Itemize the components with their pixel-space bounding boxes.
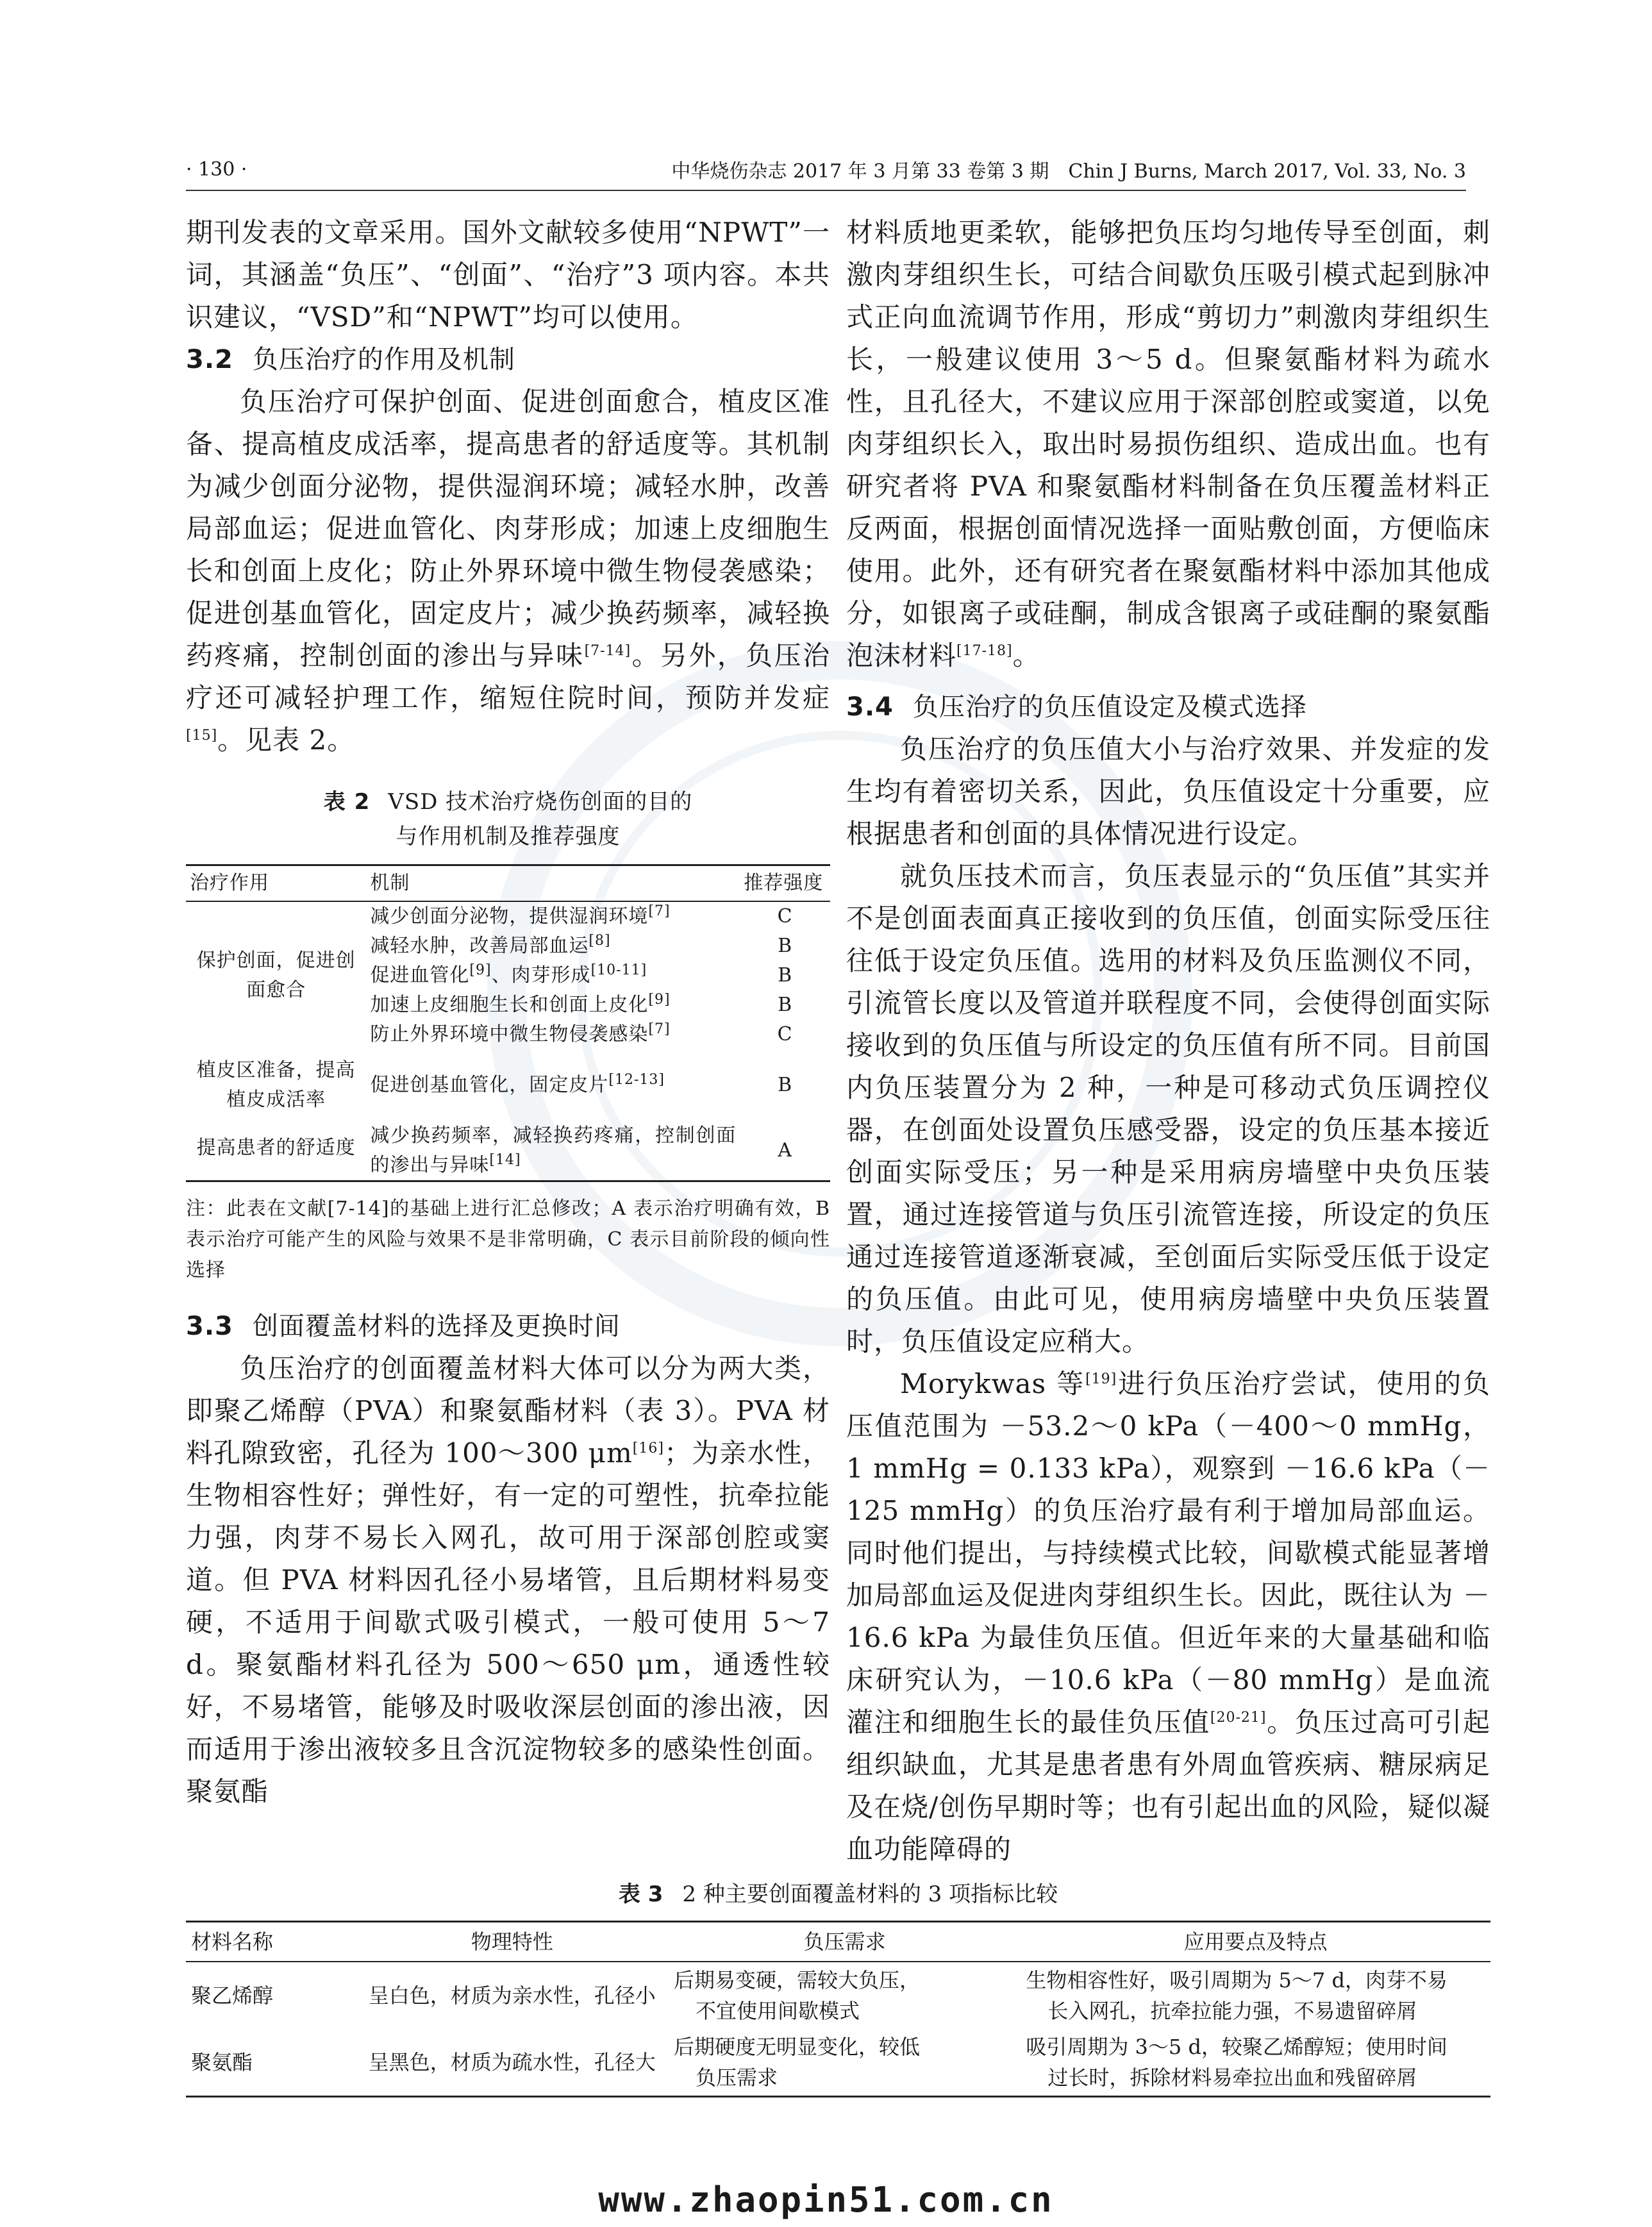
table-3: 材料名称 物理特性 负压需求 应用要点及特点 聚乙烯醇 呈白色，材质为亲水性，孔径小 后期易变硬，需较大负压， 不宜使用间歇模式 生物相容性好，吸引周期为 5～7 d，肉芽不易 长入网孔，抗牵拉能力强，不易遗留碎屑 聚氨酯 呈黑色，材质为疏水性，孔径大 后期硬度无明显变化，较低 负压需求 吸引周期为 3～5 d，较聚乙烯醇短；使用时间 过长时，拆除材料易牵拉出血和残留碎屑 (186, 1921, 1490, 2098)
section-heading-3-2: 3.2 负压治疗的作用及机制 (186, 345, 515, 374)
table-row: 提高患者的舒适度 减少换药频率，减轻换药疼痛，控制创面的渗出与异味[14] A (196, 1124, 792, 1176)
table-2-caption: 表 2 VSD 技术治疗烧伤创面的目的 与作用机制及推荐强度 (323, 789, 693, 849)
table-row: 聚氨酯 呈黑色，材质为疏水性，孔径大 后期硬度无明显变化，较低 负压需求 吸引周期为 3～5 d，较聚乙烯醇短；使用时间 过长时，拆除材料易牵拉出血和残留碎屑 (191, 2035, 1448, 2090)
table-row: 植皮区准备，提高植皮成活率 促进创基血管化，固定皮片[12-13] B (196, 1059, 793, 1111)
table-2-note: 注：此表在文献[7-14]的基础上进行汇总修改；A 表示治疗明确有效，B 表示治疗可能产生的风险与效果不是非常明确，C 表示目前阶段的倾向性选择 (186, 1197, 830, 1281)
footer-url: www.zhaopin51.com.cn (598, 2180, 1054, 2220)
paragraph: 负压治疗的负压值大小与治疗效果、并发症的发生均有着密切关系，因此，负压值设定十分重要，应根据患者和创面的具体情况进行设定。 (846, 733, 1490, 849)
page-number: · 130 · (186, 158, 247, 181)
table-2: 治疗作用 机制 推荐强度 保护创面，促进创面愈合 减少创面分泌物，提供湿润环境[7] C 减轻水肿，改善局部血运[8] B 促进血管化[9]、肉芽形成[10-11] B 加速上皮细胞生长和创面上皮化[9] B 防止外界环境中微生物侵袭感染[7] C 植皮区准备，提高植皮成活率 促进创基血管化，固定皮片[12-13] B 提高患者的舒适度 减少换药频率，减轻换药疼痛，控制创面的渗出与异味[14] A (186, 864, 830, 1182)
table-row: 加速上皮细胞生长和创面上皮化[9] B (370, 992, 793, 1016)
table-3-block (186, 1877, 1490, 2098)
left-column (186, 212, 830, 1813)
right-column (846, 212, 1490, 1871)
paragraph: 材料质地更柔软，能够把负压均匀地传导至创面，刺激肉芽组织生长，可结合间歇负压吸引模式起到脉冲式正向血流调节作用，形成“剪切力”刺激肉芽组织生长，一般建议使用 3～5 d。但聚氨酯材料为疏水性，且孔径大，不建议应用于深部创腔或窦道，以免肉芽组织长入，取出时易损伤组织、造成出血。也有研究者将 PVA 和聚氨酯材料制备在负压覆盖材料正反两面，根据创面情况选择一面贴敷创面，方便临床使用。此外，还有研究者在聚氨酯材料中添加其他成分，如银离子或硅酮，制成含银离子或硅酮的聚氨酯泡沫材料[17-18]。 (846, 217, 1490, 671)
table-row: 聚乙烯醇 呈白色，材质为亲水性，孔径小 后期易变硬，需较大负压， 不宜使用间歇模式 生物相容性好，吸引周期为 5～7 d，肉芽不易 长入网孔，抗牵拉能力强，不易遗留碎屑 (191, 1968, 1448, 2023)
section-heading-3-4: 3.4 负压治疗的负压值设定及模式选择 (846, 692, 1307, 722)
citation: [7-14] (584, 643, 631, 659)
citation: [16] (632, 1440, 664, 1456)
section-heading-3-3: 3.3 创面覆盖材料的选择及更换时间 (186, 1312, 621, 1341)
table-row: 防止外界环境中微生物侵袭感染[7] C (370, 1021, 793, 1046)
citation: [20-21] (1210, 1710, 1267, 1726)
paragraph: Morykwas 等[19]进行负压治疗尝试，使用的负压值范围为 －53.2～0 kPa（－400～0 mmHg，1 mmHg = 0.133 kPa），观察到 －16.6 kPa（－125 mmHg）的负压治疗最有利于增加局部血运。同时他们提出，与持续模式比较，间歇模式能显著增加局部血运及促进肉芽组织生长。因此，既往认为 －16.6 kPa 为最佳负压值。但近年来的大量基础和临床研究认为，－10.6 kPa（－80 mmHg）是血流灌注和细胞生长的最佳负压值[20-21]。负压过高可引起组织缺血，尤其是患者患有外周血管疾病、糖尿病足及在烧/创伤早期时等；也有引起出血的风险，疑似凝血功能障碍的 (846, 1368, 1490, 1865)
page-header (186, 155, 1466, 183)
table-row: 促进血管化[9]、肉芽形成[10-11] B (370, 962, 793, 987)
paragraph: 负压治疗的创面覆盖材料大体可以分为两大类，即聚乙烯醇（PVA）和聚氨酯材料（表 3）。PVA 材料孔隙致密，孔径为 100～300 μm[16]；为亲水性，生物相容性好；弹性好，有一定的可塑性，抗牵拉能力强，肉芽不易长入网孔，故可用于深部创腔或窦道。但 PVA 材料因孔径小易堵管，且后期材料易变硬，不适用于间歇式吸引模式，一般可使用 5～7 d。聚氨酯材料孔径为 500～650 μm，通透性较好，不易堵管，能够及时吸收深层创面的渗出液，因而适用于渗出液较多且含沉淀物较多的感染性创面。聚氨酯 (186, 1353, 830, 1807)
paragraph: 就负压技术而言，负压表显示的“负压值”其实并不是创面表面真正接收到的负压值，创面实际受压往往低于设定负压值。选用的材料及负压监测仪不同，引流管长度以及管道并联程度不同，会使得创面实际接收到的负压值与所设定的负压值有所不同。目前国内负压装置分为 2 种，一种是可移动式负压调控仪器，在创面处设置负压感受器，设定的负压基本接近创面实际受压；另一种是采用病房墙壁中央负压装置，通过连接管道与负压引流管连接，所设定的负压通过连接管道逐渐衰减，至创面后实际受压低于设定的负压值。由此可见，使用病房墙壁中央负压装置时，负压值设定应稍大。 (846, 860, 1490, 1357)
table-row: 保护创面，促进创面愈合 减少创面分泌物，提供湿润环境[7] C (196, 903, 793, 1001)
paragraph: 负压治疗可保护创面、促进创面愈合，植皮区准备、提高植皮成活率，提高患者的舒适度等。其机制为减少创面分泌物，提供湿润环境；减轻水肿，改善局部血运；促进血管化、肉芽形成；加速上皮细胞生长和创面上皮化；防止外界环境中微生物侵袭感染；促进创基血管化，固定皮片；减少换药频率，减轻换药疼痛，控制创面的渗出与异味[7-14]。另外，负压治疗还可减轻护理工作，缩短住院时间，预防并发症[15]。见表 2。 (186, 386, 830, 756)
table-3-caption: 表 3 2 种主要创面覆盖材料的 3 项指标比较 (618, 1881, 1058, 1907)
journal-citation: 中华烧伤杂志 2017 年 3 月第 33 卷第 3 期 Chin J Burns, March 2017, Vol. 33, No. 3 (671, 160, 1466, 183)
table-row: 减轻水肿，改善局部血运[8] B (370, 933, 793, 957)
paragraph: 期刊发表的文章采用。国外文献较多使用“NPWT”一词，其涵盖“负压”、“创面”、“治疗”3 项内容。本共识建议，“VSD”和“NPWT”均可以使用。 (186, 217, 830, 333)
header-rule (186, 190, 1466, 191)
citation: [15] (186, 728, 218, 744)
citation: [17-18] (956, 643, 1013, 659)
citation: [19] (1085, 1371, 1117, 1387)
